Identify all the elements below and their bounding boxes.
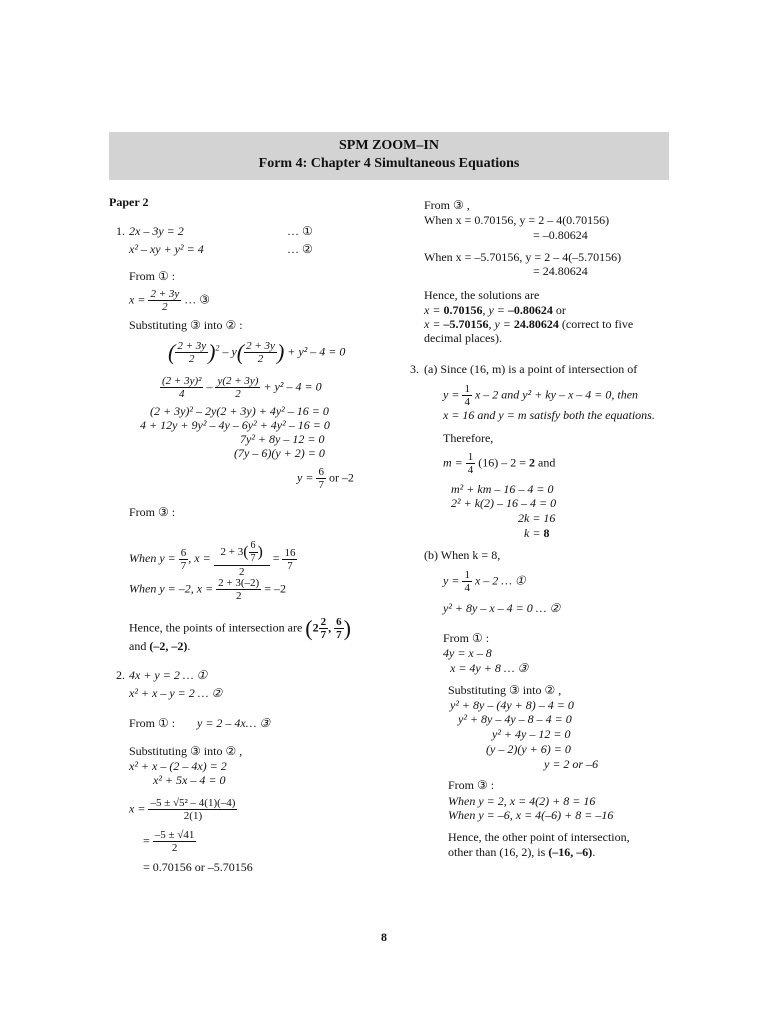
q3b-from-eq1: From ① : xyxy=(443,631,490,645)
q3b-step-3: y² + 8y – (4y + 8) – 4 = 0 xyxy=(450,698,574,712)
r-when-2-result: = 24.80624 xyxy=(533,264,588,278)
solution-1: x = 0.70156, y = –0.80624 or xyxy=(424,303,566,317)
q1-eq1-ref: … ① xyxy=(287,224,313,238)
from-eq3-label: From ③ : xyxy=(129,505,176,519)
substituting-label: Substituting ③ into ② : xyxy=(129,318,243,332)
q2-step-1: x² + x – (2 – 4x) = 2 xyxy=(129,759,227,773)
q3-number: 3. xyxy=(410,362,419,376)
q3b-step-6: (y – 2)(y + 6) = 0 xyxy=(486,742,571,756)
q3b-y-values: y = 2 or –6 xyxy=(544,757,599,771)
m-value: m = $\frac{1}{4}$ (16) – 2 = 2 and xyxy=(443,451,556,476)
q3b-intro: (b) When k = 8, xyxy=(424,548,501,562)
page-number: 8 xyxy=(381,930,387,944)
y-solutions: y = $\frac{6}{7}$ or –2 xyxy=(297,466,354,491)
q3b-step-1: 4y = x – 8 xyxy=(443,646,492,660)
q3b-eq1: y = $\frac{1}{4}$ x – 2 … ① xyxy=(443,569,526,594)
q3b-when-1: When y = 2, x = 4(2) + 8 = 16 xyxy=(448,794,596,808)
q3b-step-4: y² + 8y – 4y – 8 – 4 = 0 xyxy=(458,712,572,726)
r-from-eq3: From ③ , xyxy=(424,198,470,212)
header-title: SPM ZOOM–IN xyxy=(339,138,439,153)
q2-number: 2. xyxy=(116,668,125,682)
q3b-conclusion-2: other than (16, 2), is (–16, –6). xyxy=(448,845,596,859)
r-when-1-result: = –0.80624 xyxy=(533,228,588,242)
q2-y-expression: y = 2 – 4x… ③ xyxy=(197,716,271,730)
q1-eq2-ref: … ② xyxy=(287,242,313,256)
q3b-conclusion-1: Hence, the other point of intersection, xyxy=(448,830,630,844)
quadratic-simplified: = $\frac{-5 \pm √41}{2}$ xyxy=(143,829,195,854)
working-line-2: $\frac{\text{(2 + 3y)²}}{4}$ – $\frac{y(2 + 3y)}{2}$ + y² – 4 = 0 xyxy=(162,375,322,400)
q3b-substituting: Substituting ③ into ② , xyxy=(448,683,562,697)
from-eq1-label: From ① : xyxy=(129,269,176,283)
q3b-eq2: y² + 8y – x – 4 = 0 … ② xyxy=(443,601,561,615)
k-value: k = 8 xyxy=(524,526,550,540)
working-line-6: (7y – 6)(y + 2) = 0 xyxy=(234,446,325,460)
when-y-minus-2: When y = –2, x = $\frac{2 + 3(-2)}{2}$ = –2 xyxy=(129,577,286,602)
k-step-1: m² + km – 16 – 4 = 0 xyxy=(451,482,554,496)
k-step-2: 2² + k(2) – 16 – 4 = 0 xyxy=(451,496,557,510)
q2-eq2: x² + x – y = 2 … ② xyxy=(129,686,223,700)
working-line-1: ( $\frac{2 + 3y}{2}$ )$^2$ – y( $\frac{2 + 3y}{2}$ ) + y² – 4 = 0 xyxy=(168,339,346,365)
q3a-intro: (a) Since (16, m) is a point of intersection of xyxy=(424,362,638,376)
working-line-5: 7y² + 8y – 12 = 0 xyxy=(240,432,325,446)
header-subtitle: Form 4: Chapter 4 Simultaneous Equations xyxy=(258,156,520,171)
x-expression: x = $\frac{2 + 3y}{2}$ … ③ xyxy=(129,288,211,313)
solution-2: x = –5.70156, y = 24.80624 (correct to five xyxy=(424,317,634,331)
r-when-1: When x = 0.70156, y = 2 – 4(0.70156) xyxy=(424,213,610,227)
paper-label: Paper 2 xyxy=(109,195,149,209)
r-when-2: When x = –5.70156, y = 2 – 4(–5.70156) xyxy=(424,250,622,264)
q2-substituting: Substituting ③ into ② , xyxy=(129,744,243,758)
q3a-equations: y = $\frac{1}{4}$ x – 2 and y² + ky – x – 4 = 0, then xyxy=(443,383,639,408)
q3b-from-eq3: From ③ : xyxy=(448,778,495,792)
working-line-3: (2 + 3y)² – 2y(2 + 3y) + 4y² – 16 = 0 xyxy=(150,404,329,418)
k-step-3: 2k = 16 xyxy=(518,511,556,525)
q2-from-eq1: From ① : xyxy=(129,716,176,730)
x-values: = 0.70156 or –5.70156 xyxy=(143,860,253,874)
q2-eq1: 4x + y = 2 … ① xyxy=(129,668,208,682)
q3b-step-2: x = 4y + 8 … ③ xyxy=(450,661,529,675)
working-line-4: 4 + 12y + 9y² – 4y – 6y² + 4y² – 16 = 0 xyxy=(140,418,330,432)
solutions-heading: Hence, the solutions are xyxy=(424,288,540,302)
q3a-satisfy: x = 16 and y = m satisfy both the equations. xyxy=(443,408,655,422)
q1-eq2: x² – xy + y² = 4 xyxy=(129,242,204,256)
solution-precision: decimal places). xyxy=(424,331,502,345)
q2-step-2: x² + 5x – 4 = 0 xyxy=(153,773,226,787)
intersection-points: Hence, the points of intersection are (2 $\frac{2}{7}$ , $\frac{6}{7}$ ) xyxy=(129,615,351,641)
q1-eq1: 2x – 3y = 2 xyxy=(129,224,184,238)
quadratic-formula: x = $\frac{\text{–5 ± √5² – 4(1)(–4)}}{2(1)}$ xyxy=(129,797,236,822)
q1-number: 1. xyxy=(116,224,125,238)
q3b-step-5: y² + 4y – 12 = 0 xyxy=(492,727,571,741)
when-y-6-7: When y = $\frac{6}{7}$ , x = 2 + 3( $\frac{6}{7}$ ) 2 = $\frac{16}{7}$ xyxy=(129,540,296,578)
q3b-when-2: When y = –6, x = 4(–6) + 8 = –16 xyxy=(448,808,614,822)
chapter-header xyxy=(109,132,669,180)
intersection-point-2: and (–2, –2). xyxy=(129,639,191,653)
therefore-label: Therefore, xyxy=(443,431,494,445)
